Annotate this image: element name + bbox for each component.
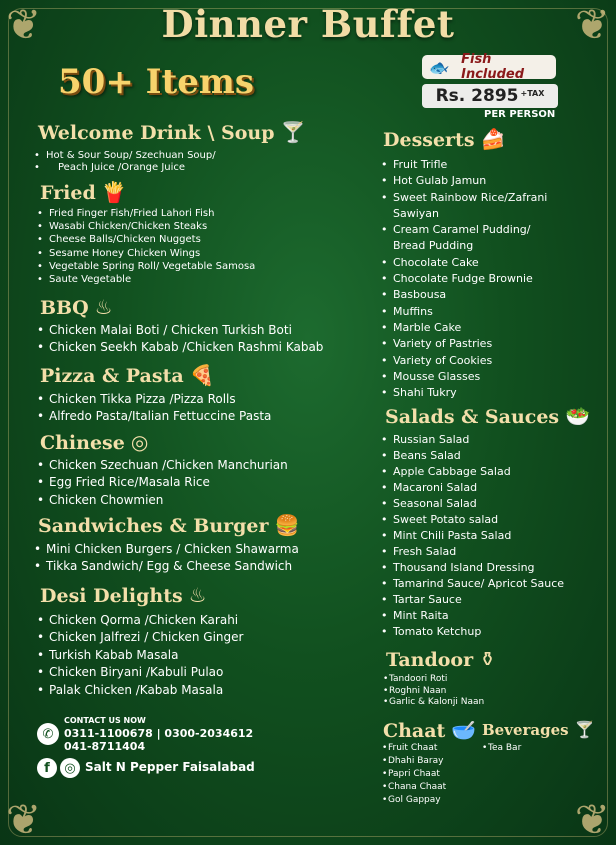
section-title-welcome-drink: Welcome Drink \ Soup 🍸 bbox=[38, 120, 306, 144]
bowl-icon: ◎ bbox=[130, 430, 149, 454]
section-title-beverages: Beverages 🍸 bbox=[482, 720, 595, 739]
fried-list bbox=[37, 207, 255, 286]
burger-icon: 🍔 bbox=[274, 513, 300, 537]
instagram-icon[interactable]: ◎ bbox=[60, 758, 80, 778]
corner-ornament-icon: ❦ bbox=[574, 795, 610, 844]
phone-line-1[interactable]: 0311-1100678 | 0300-2034612 bbox=[64, 727, 254, 740]
list-item: • Tamarind Sauce/ Apricot Sauce bbox=[381, 576, 564, 592]
page-title: Dinner Buffet bbox=[161, 2, 455, 46]
cake-icon: 🍰 bbox=[480, 127, 506, 151]
list-item: • Basbousa bbox=[381, 287, 547, 303]
sandwiches-list bbox=[34, 541, 299, 576]
list-item: • Chicken Chowmien bbox=[37, 492, 288, 509]
section-title-pizza-pasta: Pizza & Pasta 🍕 bbox=[40, 363, 215, 387]
list-item: • Chicken Szechuan /Chicken Manchurian bbox=[37, 457, 288, 474]
list-item: • Hot & Sour Soup/ Szechuan Soup/ bbox=[34, 150, 216, 162]
list-item: • Roghni Naan bbox=[383, 686, 484, 698]
list-item: • Mousse Glasses bbox=[381, 369, 547, 385]
section-title-desi-delights: Desi Delights ♨ bbox=[40, 583, 207, 607]
chaat-list bbox=[382, 742, 446, 807]
whatsapp-icon[interactable]: ✆ bbox=[37, 723, 59, 745]
section-title-salads-sauces: Salads & Sauces 🥗 bbox=[385, 404, 591, 428]
section-title-chinese: Chinese ◎ bbox=[40, 430, 149, 454]
list-item: • Chicken Tikka Pizza /Pizza Rolls bbox=[37, 391, 271, 408]
list-item: • Chana Chaat bbox=[382, 781, 446, 794]
list-item: • Thousand Island Dressing bbox=[381, 560, 564, 576]
list-item: • Russian Salad bbox=[381, 432, 564, 448]
facebook-icon[interactable]: f bbox=[37, 758, 57, 778]
desi-list bbox=[37, 612, 243, 699]
list-item: • Beans Salad bbox=[381, 448, 564, 464]
list-item: • Garlic & Kalonji Naan bbox=[383, 697, 484, 709]
list-item: • Vegetable Spring Roll/ Vegetable Samosa bbox=[37, 260, 255, 273]
list-item: • Fruit Chaat bbox=[382, 742, 446, 755]
list-item: • Palak Chicken /Kabab Masala bbox=[37, 682, 243, 699]
list-item: • Peach Juice /Orange Juice bbox=[34, 162, 216, 174]
list-item: • Sweet Potato salad bbox=[381, 512, 564, 528]
list-item: • Saute Vegetable bbox=[37, 273, 255, 286]
fish-included-badge bbox=[422, 52, 556, 82]
list-item: • Tea Bar bbox=[482, 742, 521, 755]
cocktail-icon: 🍸 bbox=[574, 720, 595, 739]
grill-icon: ♨ bbox=[94, 295, 113, 319]
list-item: • Chicken Seekh Kabab /Chicken Rashmi Kabab bbox=[37, 339, 323, 356]
corner-ornament-icon: ❦ bbox=[574, 0, 610, 49]
list-item: • Cheese Balls/Chicken Nuggets bbox=[37, 233, 255, 246]
corner-ornament-icon: ❦ bbox=[6, 795, 42, 844]
list-item: • Sesame Honey Chicken Wings bbox=[37, 247, 255, 260]
list-item: • Chocolate Fudge Brownie bbox=[381, 271, 547, 287]
list-item: • Macaroni Salad bbox=[381, 480, 564, 496]
list-item: • Fresh Salad bbox=[381, 544, 564, 560]
list-item: • Seasonal Salad bbox=[381, 496, 564, 512]
list-item: • Apple Cabbage Salad bbox=[381, 464, 564, 480]
per-person-label: PER PERSON bbox=[484, 109, 556, 120]
list-item: • Chicken Jalfrezi / Chicken Ginger bbox=[37, 629, 243, 646]
list-item: • Chicken Malai Boti / Chicken Turkish Boti bbox=[37, 322, 323, 339]
section-title-chaat: Chaat 🥣 bbox=[383, 718, 477, 742]
desserts-list bbox=[381, 157, 547, 401]
list-item: • Alfredo Pasta/Italian Fettuccine Pasta bbox=[37, 408, 271, 425]
list-item: • Fruit Trifle bbox=[381, 157, 547, 173]
list-item: • Chocolate Cake bbox=[381, 255, 547, 271]
list-item: • Turkish Kabab Masala bbox=[37, 647, 243, 664]
list-item: • Mini Chicken Burgers / Chicken Shawarma bbox=[34, 541, 299, 558]
section-title-tandoor: Tandoor ⚱ bbox=[386, 647, 496, 671]
list-item: • Tandoori Roti bbox=[383, 674, 484, 686]
list-item: • Chicken Biryani /Kabuli Pulao bbox=[37, 664, 243, 681]
tandoor-icon: ⚱ bbox=[479, 647, 496, 671]
beverages-list bbox=[482, 742, 521, 755]
welcome-drink-list bbox=[34, 150, 216, 174]
phone-line-2[interactable]: 041-8711404 bbox=[64, 740, 146, 753]
items-count-heading: 50+ Items bbox=[58, 62, 254, 102]
corner-ornament-icon: ❦ bbox=[6, 0, 42, 49]
salad-bowl-icon: 🥗 bbox=[565, 404, 591, 428]
list-item: Bread Pudding bbox=[393, 239, 474, 253]
fish-icon: 🐟 bbox=[428, 57, 448, 77]
list-item: • Fried Finger Fish/Fried Lahori Fish bbox=[37, 207, 255, 220]
list-item: • Mint Raita bbox=[381, 608, 564, 624]
list-item: • Shahi Tukry bbox=[381, 385, 547, 401]
list-item: • Gol Gappay bbox=[382, 794, 446, 807]
cocktail-icon: 🍸 bbox=[280, 120, 306, 144]
list-item: • Variety of Cookies bbox=[381, 353, 547, 369]
list-item: • Egg Fried Rice/Masala Rice bbox=[37, 474, 288, 491]
list-item: • Tartar Sauce bbox=[381, 592, 564, 608]
section-title-sandwiches: Sandwiches & Burger 🍔 bbox=[38, 513, 300, 537]
fries-icon: 🍟 bbox=[101, 180, 127, 204]
list-item: • Marble Cake bbox=[381, 320, 547, 336]
chaat-bowl-icon: 🥣 bbox=[451, 718, 477, 742]
section-title-desserts: Desserts 🍰 bbox=[383, 127, 506, 151]
price-value: Rs. 2895 bbox=[435, 86, 519, 106]
price-tag bbox=[422, 84, 558, 108]
salads-list bbox=[381, 432, 564, 640]
list-item: • Wasabi Chicken/Chicken Steaks bbox=[37, 220, 255, 233]
list-item: • Dhahi Baray bbox=[382, 755, 446, 768]
serving-dish-icon: ♨ bbox=[188, 583, 207, 607]
list-item: • Mint Chili Pasta Salad bbox=[381, 528, 564, 544]
pizza-pasta-list bbox=[37, 391, 271, 426]
list-item: • Papri Chaat bbox=[382, 768, 446, 781]
list-item: • Chicken Qorma /Chicken Karahi bbox=[37, 612, 243, 629]
list-item: • Variety of Pastries bbox=[381, 336, 547, 352]
bbq-list bbox=[37, 322, 323, 357]
list-item: • Hot Gulab Jamun bbox=[381, 173, 547, 189]
list-item: • Sweet Rainbow Rice/Zafrani bbox=[381, 190, 547, 206]
list-item: • Cream Caramel Pudding/ bbox=[381, 222, 547, 238]
list-item: Sawiyan bbox=[393, 206, 439, 220]
price-tax: +TAX bbox=[520, 88, 545, 98]
pizza-icon: 🍕 bbox=[189, 363, 215, 387]
tandoor-list bbox=[383, 674, 484, 709]
phone-numbers[interactable] bbox=[64, 727, 253, 753]
list-item: • Tikka Sandwich/ Egg & Cheese Sandwich bbox=[34, 558, 299, 575]
badge-label: Fish Included bbox=[461, 52, 525, 82]
list-item: • Muffins bbox=[381, 304, 547, 320]
section-title-fried: Fried 🍟 bbox=[40, 180, 127, 204]
chinese-list bbox=[37, 457, 288, 509]
contact-label: CONTACT US NOW bbox=[64, 716, 146, 725]
section-title-bbq: BBQ ♨ bbox=[40, 295, 113, 319]
social-handle[interactable]: Salt N Pepper Faisalabad bbox=[85, 760, 255, 774]
list-item: • Tomato Ketchup bbox=[381, 624, 564, 640]
